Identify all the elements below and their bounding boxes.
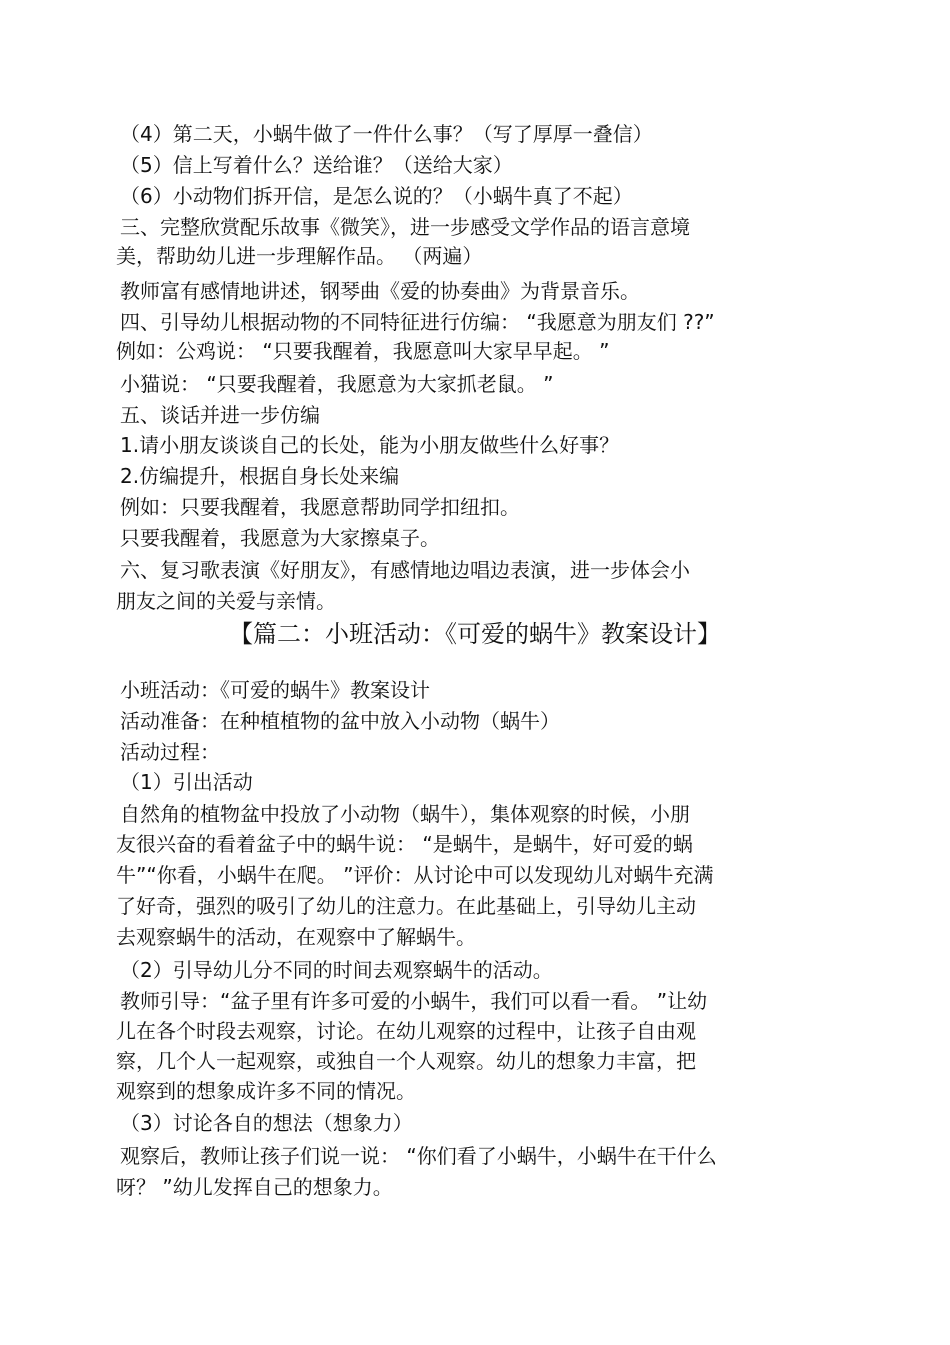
section-heading: 五、谈话并进一步仿编 — [120, 403, 320, 427]
text-line: 1.请小朋友谈谈自己的长处，能为小朋友做些什么好事？ — [120, 433, 620, 457]
text-line: 友很兴奋的看着盆子中的蜗牛说： “是蜗牛，是蜗牛，好可爱的蜗 — [116, 832, 693, 856]
text-line: 美，帮助幼儿进一步理解作品。 （两遍） — [116, 244, 483, 268]
text-line: 呀？ ”幼儿发挥自己的想象力。 — [116, 1175, 393, 1199]
text-line: （5）信上写着什么？送给谁？（送给大家） — [120, 153, 513, 177]
text-line: 小猫说： “只要我醒着，我愿意为大家抓老鼠。 ” — [120, 372, 554, 396]
text-line: （6）小动物们拆开信，是怎么说的？（小蜗牛真了不起） — [120, 184, 633, 208]
section-title: 【篇二：小班活动：《可爱的蜗牛》教案设计】 — [229, 620, 721, 648]
text-line: 朋友之间的关爱与亲情。 — [116, 589, 336, 613]
text-line: 2.仿编提升，根据自身长处来编 — [120, 464, 400, 488]
text-line: 教师富有感情地讲述，钢琴曲《爱的协奏曲》为背景音乐。 — [120, 279, 640, 303]
text-line: 察，几个人一起观察，或独自一个人观察。幼儿的想象力丰富，把 — [116, 1049, 696, 1073]
text-line: 活动准备：在种植植物的盆中放入小动物（蜗牛） — [120, 709, 560, 733]
section-heading: 四、引导幼儿根据动物的不同特征进行仿编： “我愿意为朋友们 ??” — [120, 310, 715, 334]
text-line: 活动过程： — [120, 740, 220, 764]
text-line: 例如：只要我醒着，我愿意帮助同学扣纽扣。 — [120, 495, 520, 519]
text-line: 小班活动：《可爱的蜗牛》教案设计 — [120, 678, 430, 702]
section-heading: 六、复习歌表演《好朋友》，有感情地边唱边表演，进一步体会小 — [120, 558, 690, 582]
text-line: 观察到的想象成许多不同的情况。 — [116, 1079, 416, 1103]
text-line: 了好奇，强烈的吸引了幼儿的注意力。在此基础上，引导幼儿主动 — [116, 894, 696, 918]
text-line: 只要我醒着，我愿意为大家擦桌子。 — [120, 526, 440, 550]
text-line: 牛”“你看，小蜗牛在爬。 ”评价：从讨论中可以发现幼儿对蜗牛充满 — [116, 863, 714, 887]
text-line: 例如：公鸡说： “只要我醒着，我愿意叫大家早早起。 ” — [116, 339, 610, 363]
text-line: 自然角的植物盆中投放了小动物（蜗牛），集体观察的时候，小朋 — [120, 802, 690, 826]
text-line: 去观察蜗牛的活动，在观察中了解蜗牛。 — [116, 925, 476, 949]
text-line: 观察后，教师让孩子们说一说： “你们看了小蜗牛，小蜗牛在干什么 — [120, 1144, 717, 1168]
section-heading: 三、完整欣赏配乐故事《微笑》，进一步感受文学作品的语言意境 — [120, 215, 690, 239]
text-line: 教师引导：“盆子里有许多可爱的小蜗牛，我们可以看一看。 ”让幼 — [120, 989, 708, 1013]
text-line: （3）讨论各自的想法（想象力） — [120, 1111, 413, 1135]
text-line: （2）引导幼儿分不同的时间去观察蜗牛的活动。 — [120, 958, 553, 982]
text-line: （1）引出活动 — [120, 770, 253, 794]
text-line: （4）第二天，小蜗牛做了一件什么事？（写了厚厚一叠信） — [120, 122, 653, 146]
text-line: 儿在各个时段去观察，讨论。在幼儿观察的过程中，让孩子自由观 — [116, 1019, 696, 1043]
